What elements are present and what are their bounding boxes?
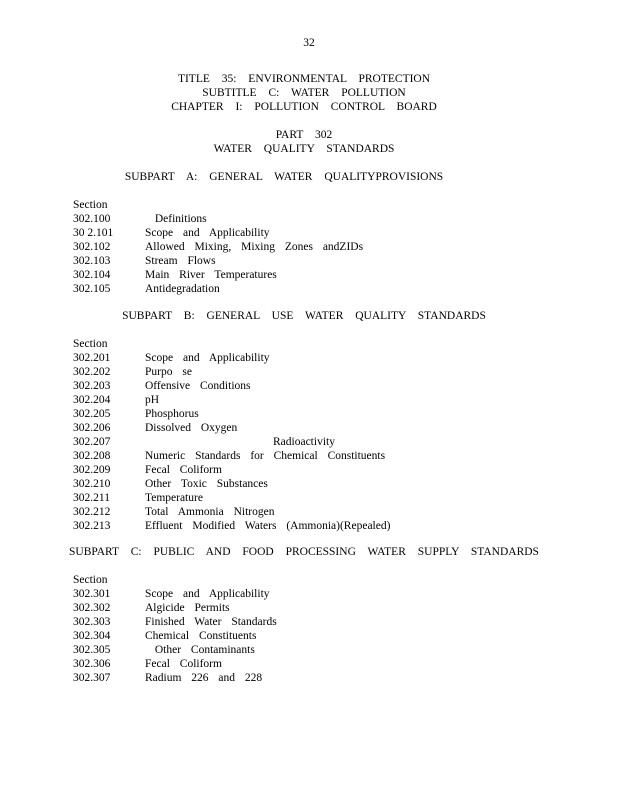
section-number: 302.208 <box>73 450 111 462</box>
section-title: Radioactivity <box>273 436 335 448</box>
section-label: Section <box>73 574 108 586</box>
chapter-line: CHAPTER I: POLLUTION CONTROL BOARD <box>171 101 437 113</box>
section-number: 302.209 <box>73 464 111 476</box>
section-number: 302.302 <box>73 602 111 614</box>
toc-row <box>73 393 593 407</box>
toc-row <box>73 268 593 282</box>
toc-row <box>73 421 593 435</box>
section-number: 302.203 <box>73 380 111 392</box>
section-title: Radium 226 and 228 <box>145 672 263 684</box>
toc-row <box>73 505 593 519</box>
page-number: 32 <box>303 37 315 49</box>
toc-row <box>73 519 593 533</box>
section-number: 30 2.101 <box>73 227 114 239</box>
section-number: 302.102 <box>73 241 111 253</box>
section-title: Stream Flows <box>145 255 216 267</box>
section-number: 302.306 <box>73 658 111 670</box>
section-number: 302.105 <box>73 283 111 295</box>
section-number: 302.303 <box>73 616 111 628</box>
section-title: Definitions <box>145 213 207 225</box>
toc-row <box>73 226 593 240</box>
section-number: 302.307 <box>73 672 111 684</box>
section-number: 302.104 <box>73 269 111 281</box>
section-title: Scope and Applicability <box>145 227 270 239</box>
toc-row <box>73 615 593 629</box>
section-title: Temperature <box>145 492 203 504</box>
section-title: Other Contaminants <box>145 644 255 656</box>
section-title: Antidegradation <box>145 283 220 295</box>
title-heading <box>0 72 608 114</box>
part-name-line: WATER QUALITY STANDARDS <box>213 143 395 155</box>
subpart-a-table-of-contents <box>73 198 593 296</box>
toc-row <box>73 379 593 393</box>
section-number: 302.205 <box>73 408 111 420</box>
subtitle-line: SUBTITLE C: WATER POLLUTION <box>202 87 406 99</box>
part-heading <box>0 128 608 156</box>
section-number: 302.100 <box>73 213 111 225</box>
subpart-c-table-of-contents <box>73 573 593 685</box>
section-number: 302.213 <box>73 520 111 532</box>
toc-row <box>73 463 593 477</box>
toc-row <box>73 643 593 657</box>
section-number: 302.206 <box>73 422 111 434</box>
toc-row <box>73 629 593 643</box>
toc-row <box>73 365 593 379</box>
section-title: Effluent Modified Waters (Ammonia)(Repealed) <box>145 520 391 532</box>
toc-row <box>73 435 593 449</box>
section-title: Other Toxic Substances <box>145 478 268 490</box>
section-title: Scope and Applicability <box>145 352 270 364</box>
section-number: 302.103 <box>73 255 111 267</box>
section-number: 302.210 <box>73 478 111 490</box>
subpart-b-table-of-contents <box>73 337 593 533</box>
section-title: Allowed Mixing, Mixing Zones andZIDs <box>145 241 364 253</box>
toc-row <box>73 254 593 268</box>
section-number: 302.202 <box>73 366 111 378</box>
subpart-b-heading: SUBPART B: GENERAL USE WATER QUALITY STANDARDS <box>122 310 486 322</box>
section-number: 302.211 <box>73 492 110 504</box>
section-title: Algicide Permits <box>145 602 230 614</box>
subpart-a-heading: SUBPART A: GENERAL WATER QUALITYPROVISIONS <box>124 171 444 183</box>
toc-row <box>73 407 593 421</box>
toc-row <box>73 240 593 254</box>
section-title: Finished Water Standards <box>145 616 277 628</box>
section-number: 302.305 <box>73 644 111 656</box>
section-number: 302.212 <box>73 506 111 518</box>
section-number: 302.304 <box>73 630 111 642</box>
toc-row <box>73 587 593 601</box>
toc-row <box>73 491 593 505</box>
section-title: Scope and Applicability <box>145 588 270 600</box>
toc-row <box>73 657 593 671</box>
section-label: Section <box>73 338 108 350</box>
section-title: Phosphorus <box>145 408 199 420</box>
section-title: Fecal Coliform <box>145 658 222 670</box>
section-label: Section <box>73 199 108 211</box>
section-number: 302.207 <box>73 436 111 448</box>
toc-row <box>73 601 593 615</box>
toc-row <box>73 449 593 463</box>
toc-row <box>73 671 593 685</box>
subpart-c-heading: SUBPART C: PUBLIC AND FOOD PROCESSING WATER SUPPLY STANDARDS <box>69 546 539 558</box>
toc-row <box>73 351 593 365</box>
section-title: Dissolved Oxygen <box>145 422 238 434</box>
section-number: 302.204 <box>73 394 111 406</box>
section-title: Total Ammonia Nitrogen <box>145 506 275 518</box>
section-number: 302.201 <box>73 352 111 364</box>
part-line: PART 302 <box>275 129 333 141</box>
section-number: 302.301 <box>73 588 111 600</box>
section-title: Chemical Constituents <box>145 630 257 642</box>
section-title: pH <box>145 394 160 406</box>
section-title: Main River Temperatures <box>145 269 277 281</box>
section-title: Offensive Conditions <box>145 380 251 392</box>
section-title: Numeric Standards for Chemical Constituents <box>145 450 386 462</box>
toc-row <box>73 477 593 491</box>
toc-row <box>73 282 593 296</box>
section-title: Fecal Coliform <box>145 464 222 476</box>
section-title: Purpo se <box>145 366 192 378</box>
toc-row <box>73 212 593 226</box>
title-line: TITLE 35: ENVIRONMENTAL PROTECTION <box>177 73 431 85</box>
